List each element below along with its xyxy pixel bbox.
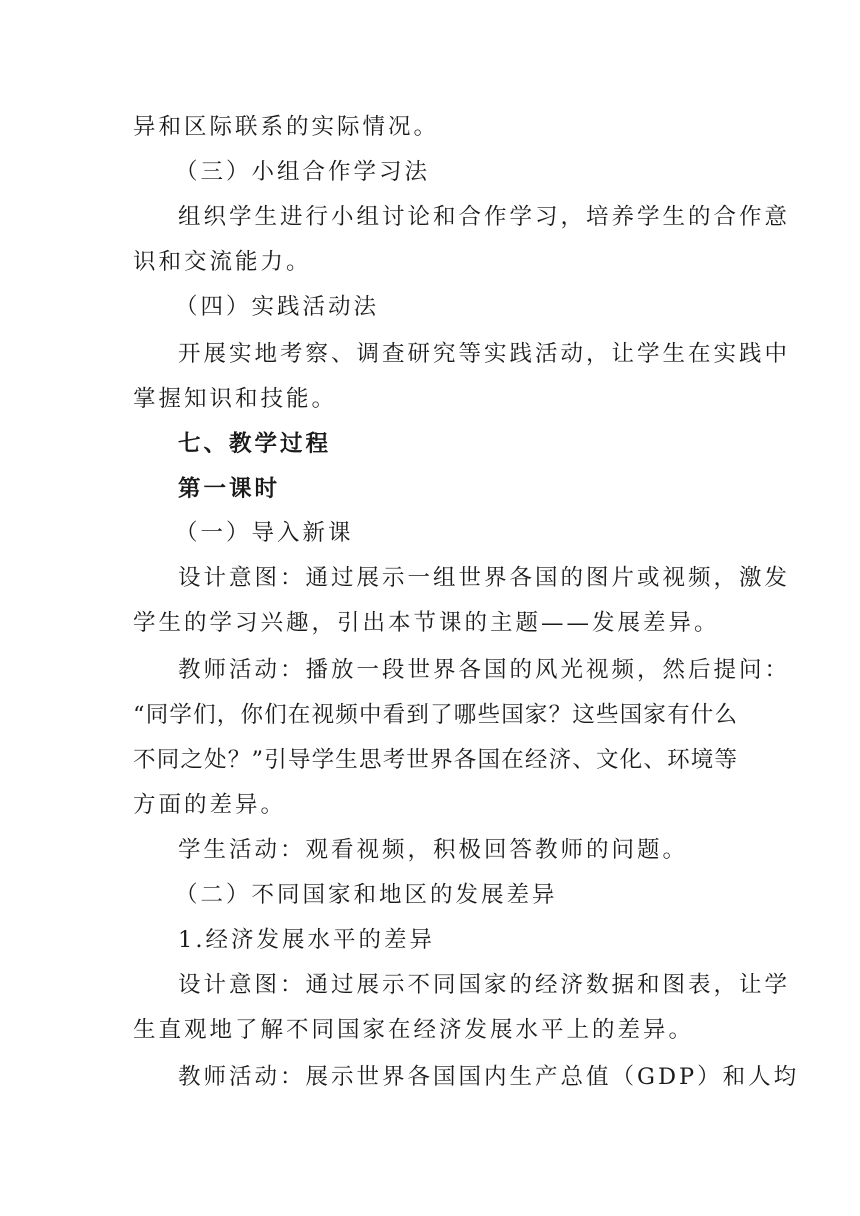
- text-line: 识和交流能力。: [133, 249, 312, 275]
- text-line: 学生的学习兴趣，引出本节课的主题——发展差异。: [133, 610, 720, 636]
- text-line: 不同之处？”引导学生思考世界各国在经济、文化、环境等: [133, 747, 739, 773]
- subsection-heading: （三）小组合作学习法: [175, 159, 431, 185]
- text-line: 掌握知识和技能。: [133, 386, 338, 412]
- text-line: 学生活动：观看视频，积极回答教师的问题。: [178, 837, 689, 863]
- subsection-heading: （二）不同国家和地区的发展差异: [175, 882, 558, 908]
- text-line: 教师活动：展示世界各国国内生产总值（GDP）和人均: [178, 1064, 800, 1090]
- text-line: 教师活动：播放一段世界各国的风光视频，然后提问：: [178, 657, 791, 683]
- section-heading: 七、教学过程: [178, 431, 332, 457]
- text-line: 生直观地了解不同国家在经济发展水平上的差异。: [133, 1017, 695, 1043]
- text-line: 方面的差异。: [133, 792, 287, 818]
- text-line: 开展实地考察、调查研究等实践活动，让学生在实践中: [178, 341, 791, 367]
- text-line: 异和区际联系的实际情况。: [133, 114, 440, 140]
- subsection-heading: （四）实践活动法: [175, 294, 380, 320]
- text-line: 设计意图：通过展示不同国家的经济数据和图表，让学: [178, 972, 791, 998]
- lesson-heading: 第一课时: [178, 476, 281, 502]
- subsection-heading: （一）导入新课: [175, 520, 354, 546]
- subsection-heading: 1.经济发展水平的差异: [178, 927, 435, 953]
- text-line: 组织学生进行小组讨论和合作学习，培养学生的合作意: [178, 204, 791, 230]
- text-line: “同学们，你们在视频中看到了哪些国家？这些国家有什么: [133, 702, 739, 728]
- text-line: 设计意图：通过展示一组世界各国的图片或视频，激发: [178, 565, 791, 591]
